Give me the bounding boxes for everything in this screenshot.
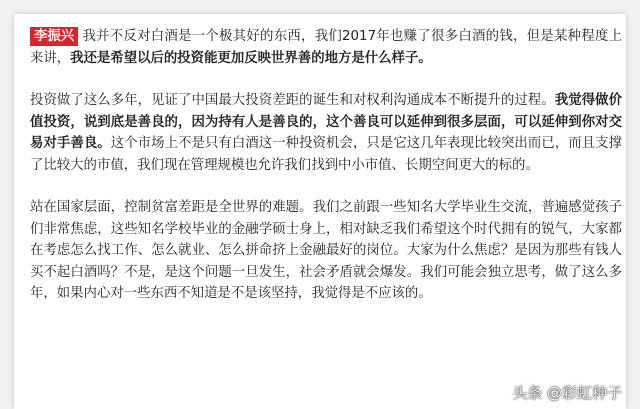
paragraph-3 <box>30 197 622 305</box>
paragraph-2-text-b: 这个市场上不是只有白酒这一种投资机会，只是它这几年表现比较突出而已，而且支撑了比较大的市值，我们现在管理规模也允许我们找到中小市值、长期空间更大的标的。 <box>30 136 623 173</box>
paragraph-1-text: 我并不反对白酒是一个极其好的东西，我们2017年也赚了很多白酒的钱，但是某种程度上来讲， <box>30 29 622 66</box>
watermark: 头条 @彩虹种子 <box>512 384 622 402</box>
speaker-tag: 李振兴 <box>30 27 78 46</box>
paragraph-2-bold: 我觉得做价值投资，说到底是善良的，因为持有人是善良的，这个善良可以延伸到很多层面，可以延伸到你对交易对手善良。 <box>30 93 623 151</box>
paragraph-1-bold: 我还是希望以后的投资能更加反映世界善的地方是什么样子。 <box>70 50 432 66</box>
article-card <box>14 14 626 409</box>
paragraph-1 <box>30 26 622 69</box>
paragraph-2 <box>30 90 622 176</box>
paragraph-2-text-a: 投资做了这么多年，见证了中国最大投资差距的诞生和对权利沟通成本不断提升的过程。 <box>30 93 555 108</box>
paragraph-3-text: 站在国家层面，控制贫富差距是全世界的难题。我们之前跟一些知名大学毕业生交流，普遍感觉孩子们非常焦虑，这些知名学校毕业的金融学硕士身上，相对缺乏我们希望这个时代拥有的锐气，大家都在考虑怎么找工作、怎么就业、怎么拼命挤上金融最好的岗位。大家为什么焦虑？是因为那些有钱人买不起白酒吗？不是，是这个问题一旦发生，社会矛盾就会爆发。我们可能会独立思考，做了这么多年，如果内心对一些东西不知道是不是该坚持，我觉得是不应该的。 <box>30 200 622 301</box>
article-body <box>30 26 622 326</box>
